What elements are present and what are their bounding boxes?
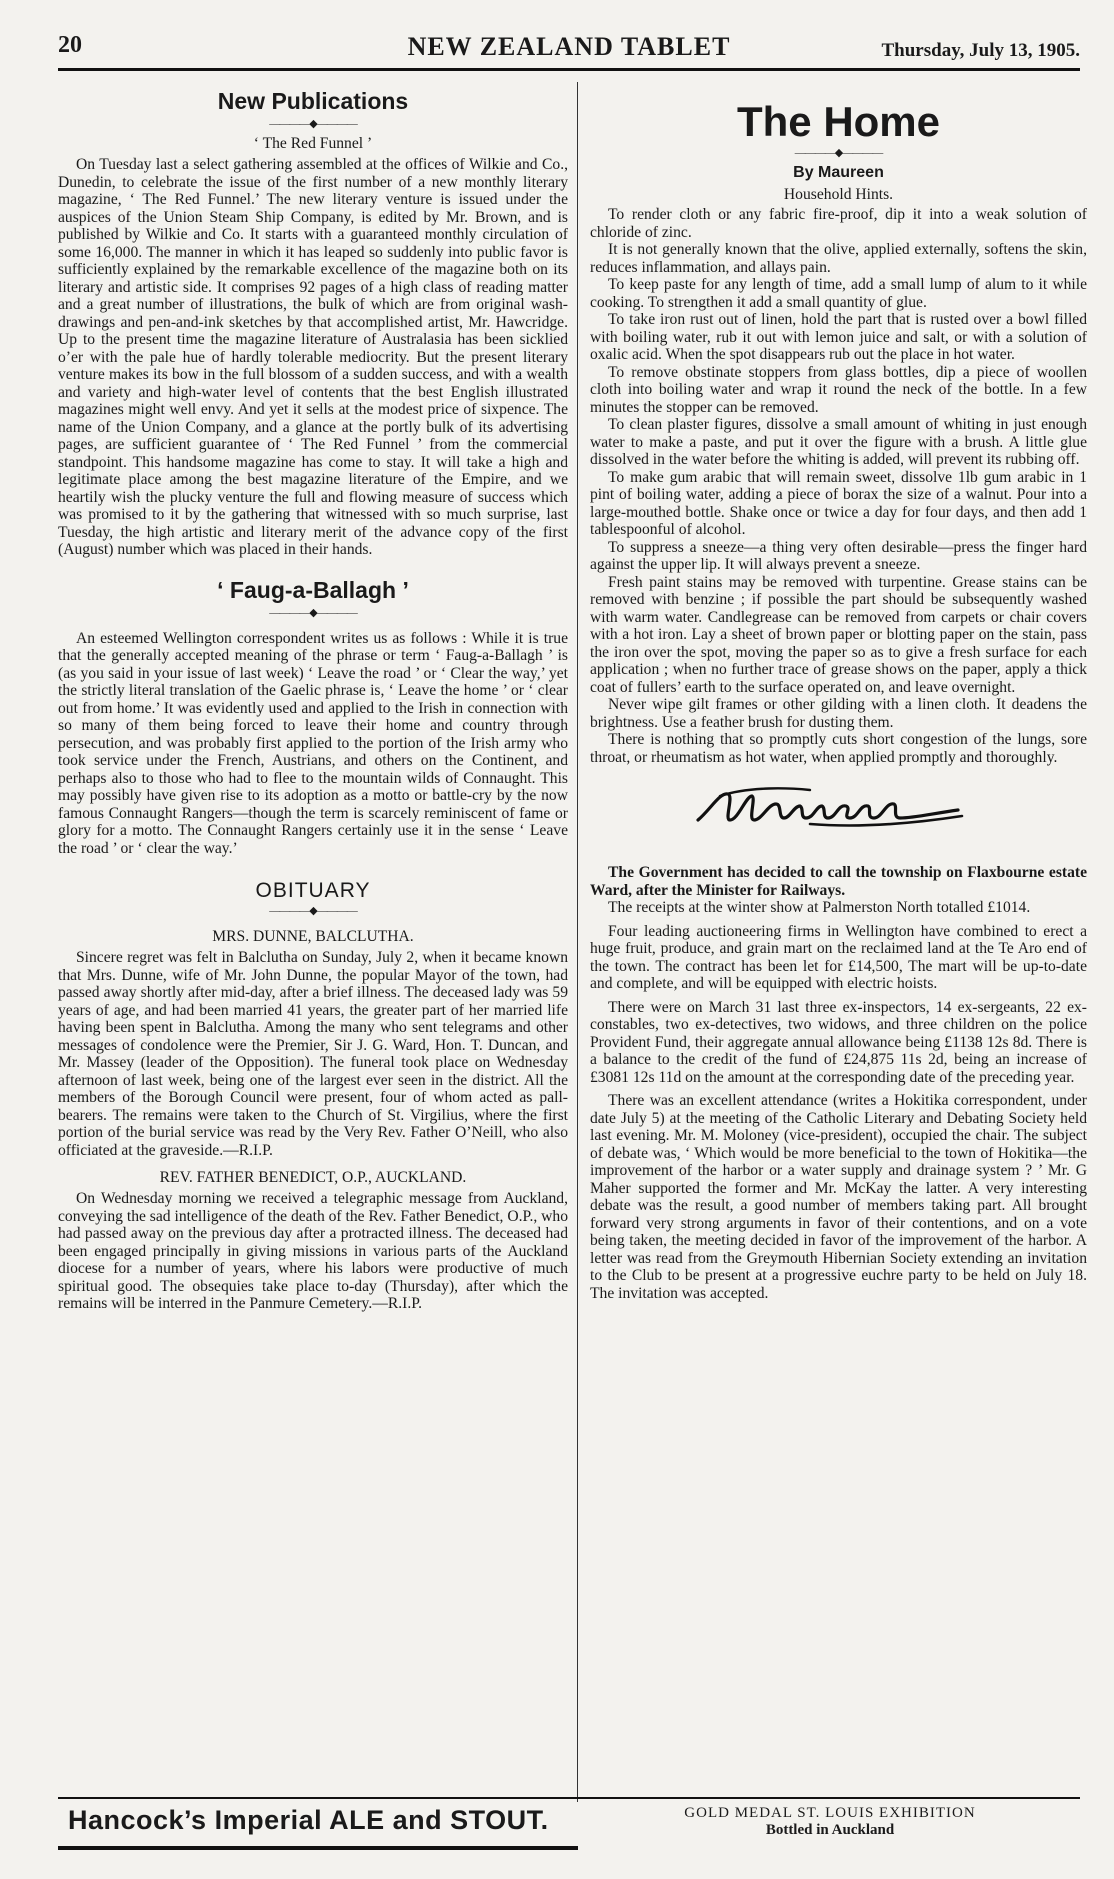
obituary-heading: OBITUARY xyxy=(255,879,371,902)
footer-rule xyxy=(58,1797,1080,1799)
maureen-signature xyxy=(590,780,1087,836)
hint-paragraph: To take iron rust out of linen, hold the part that is rusted over a bowl filled with boiling water, rub it out with lemon juice and salt, or with a solution of oxalic acid. When the spot disappears rub out the place in hot water. xyxy=(590,311,1087,363)
masthead xyxy=(58,30,1080,74)
ornament-divider: ————◆———— xyxy=(269,118,357,130)
hint-paragraph: To clean plaster figures, dissolve a small amount of whiting in just enough water to make a paste, and put it over the figure with a brush. A little glue dissolved in the water before the whiting is added, will prevent its rubbing off. xyxy=(590,416,1087,468)
ad-underline xyxy=(58,1846,578,1850)
byline: By Maureen xyxy=(793,164,884,181)
right-column xyxy=(590,82,1087,1302)
page-number: 20 xyxy=(58,32,82,58)
column-divider xyxy=(577,82,578,1802)
new-publications-heading: New Publications xyxy=(217,88,409,114)
hint-paragraph: Never wipe gilt frames or other gilding with a linen cloth. It deadens the brightness. Use a feather brush for dusting them. xyxy=(590,696,1087,731)
hint-paragraph: It is not generally known that the olive, applied externally, softens the skin, reduces inflammation, and allays pain. xyxy=(590,241,1087,276)
red-funnel-article: On Tuesday last a select gathering assembled at the offices of Wilkie and Co., Dunedin, to celebrate the issue of the first number of a new monthly literary magazine, ‘ The Red Funnel.’ The new literary venture is issued under the auspices of the Union Steam Ship Company, is edited by Mr. Brown, and is published by Wilkie and Co. It starts with a guaranteed monthly circulation of some 16,000. The manner in which it has leaped so suddenly into public favor is sufficiently explained by the remarkable excellence of the magazine both on its literary and artistic side. It comprises 92 pages of a high class of reading matter and a great number of illustrations, the bulk of which are from original wash-drawings and pen-and-ink sketches by that accomplished artist, Mr. Hawcridge. Up to the present time the magazine literature of Australasia has been sicklied o’er with the pale hue of hardly tolerable mediocrity. But the present literary venture makes its bow in the full blossom of a sudden success, and with a wealth and variety and high-water level of contents that the best English illustrated magazines might well envy. And yet it sells at the modest price of sixpence. The name of the Union Company, and a glance at the portly bulk of its advertising pages, are sufficient guarantee of ‘ The Red Funnel ’ from the commercial standpoint. This handsome magazine has come to stay. It will take a high and legitimate place among the best magazine literature of the Empire, and we heartily wish the plucky venture the full and flowing measure of success which was promised to it by the gathering that witnessed with so much surprise, last Tuesday, the high artistic and literary merit of the advance copy of the first (August) number which was placed in their hands. xyxy=(58,156,568,558)
home-heading: The Home xyxy=(736,98,941,145)
ornament-divider: ————◆———— xyxy=(269,905,357,917)
hint-paragraph: To remove obstinate stoppers from glass bottles, dip a piece of woollen cloth into boiling water and wrap it round the neck of the bottle. In a few minutes the stopper can be removed. xyxy=(590,363,1087,416)
faugh-heading: ‘ Faug-a-Ballagh ’ xyxy=(217,576,409,603)
hint-paragraph: Fresh paint stains may be removed with turpentine. Grease stains can be removed with benzine ; if possible the part should be subsequently washed with warm water. Candlegrease can be removed from carpets or chair covers with a hot iron. Lay a sheet of brown paper or blotting paper on the stain, pass the iron over the spot, moving the paper so as to give a fresh surface for each application ; when no further trace of grease shows on the paper, apply a thick coat of fullers’ earth to the surface operated on, and leave overnight. xyxy=(590,573,1087,696)
news-note: The receipts at the winter show at Palmerston North totalled £1014. xyxy=(608,899,1031,916)
hint-paragraph: To render cloth or any fabric fire-proof, dip it into a weak solution of chloride of zinc. xyxy=(590,206,1087,241)
left-column xyxy=(58,82,568,1313)
news-note: Four leading auctioneering firms in Wellington have combined to erect a huge fruit, produce, and grain mart on the reclaimed land at the Te Aro end of the town. The contract has been let for £14,500, The mart will be up-to-date and complete, and will be equipped with electric hoists. xyxy=(590,922,1087,992)
benedict-obituary: On Wednesday morning we received a telegraphic message from Auckland, conveying the sad intelligence of the death of the Rev. Father Benedict, O.P., who had passed away on the previous day after a protracted illness. The deceased had been engaged principally in giving missions in various parts of the Auckland diocese for a number of years, where his labors were productive of much spiritual good. The obsequies take place to-day (Thursday), after which the remains will be interred in the Panmure Cemetery.—R.I.P. xyxy=(58,1190,568,1312)
hint-paragraph: To keep paste for any length of time, add a small lump of alum to it while cooking. To strengthen it add a small quantity of glue. xyxy=(590,276,1087,311)
issue-date: Thursday, July 13, 1905. xyxy=(881,40,1080,61)
household-hints-subheading: Household Hints. xyxy=(783,186,894,203)
gold-medal-ad xyxy=(620,1805,1040,1839)
dunne-obituary: Sincere regret was felt in Balclutha on Sunday, July 2, when it became known that Mrs. Dunne, wife of Mr. John Dunne, the popular Mayor of the town, had passed away shortly after mid-day, after a brief illness. The deceased lady was 59 years of age, and had been married 41 years, the greater part of her married life having been spent in Balclutha. Among the many who sent telegrams and other messages of condolence were the Premier, Sir J. G. Ward, Hon. T. Duncan, and Mr. Massey (leader of the Opposition). The funeral took place on Wednesday afternoon of last week, being one of the largest ever seen in the district. All the members of the Borough Council were present, four of whom acted as pall-bearers. The remains were taken to the Church of St. Virgilius, where the first portion of the burial service was read by the Very Rev. Father O’Neill, who also officiated at the graveside.—R.I.P. xyxy=(58,949,568,1159)
masthead-rule xyxy=(58,68,1080,71)
red-funnel-subtitle: ‘ The Red Funnel ’ xyxy=(253,135,373,152)
faugh-article: An esteemed Wellington correspondent writes us as follows : While it is true that the generally accepted meaning of the phrase or term ‘ Faug-a-Ballagh ’ is (as you said in your issue of last week) ‘ Leave the road ’ or ‘ Clear the way,’ yet the strictly literal translation of the Gaelic phrase is, ‘ Leave the home ’ or ‘ clear out from home.’ It was evidently used and applied to the Irish in connection with so many of them being forced to leave their home and country through persecution, and was probably first applied to the portion of the Irish army who took service under the French, Austrians, and others on the Continent, and perhaps also to those who had to flee to the mountain wilds of Connaught. This may possibly have given rise to its adoption as a motto or battle-cry by the now famous Connaught Rangers—though the term is scarcely reminiscent of fame or glory for a motto. The Connaught Rangers certainly use it in the sense ‘ Leave the road ’ or ‘ clear the way.’ xyxy=(58,629,568,857)
hint-paragraph: To make gum arabic that will remain sweet, dissolve 1lb gum arabic in 1 pint of boiling water, adding a piece of borax the size of a walnut. Pour into a large-mouthed bottle. Shake once or twice a day for four days, and then add 1 tablespoonful of alcohol. xyxy=(590,468,1087,538)
newspaper-title: NEW ZEALAND TABLET xyxy=(407,32,731,61)
news-note: There was an excellent attendance (writes a Hokitika correspondent, under date July 5) at the meeting of the Catholic Literary and Debating Society held last evening. Mr. M. Moloney (vice-president), occupied the chair. The subject of debate was, ‘ Which would be more beneficial to the town of Hokitika—the improvement of the harbor or a water supply and drainage system ? ’ Mr. G Maher supported the former and Mr. McKay the latter. A very interesting debate was the result, a good number of members taking part. All brought forward very strong arguments in favor of their contentions, and on a vote being taken, the meeting decided in favor of the improvement of the harbor. A letter was read from the Greymouth Hibernian Society extending an invitation to the Club to be present at a progressive euchre party to be held on July 18. The invitation was accepted. xyxy=(590,1092,1087,1302)
dunne-title: MRS. DUNNE, BALCLUTHA. xyxy=(212,928,414,945)
ornament-divider: ————◆———— xyxy=(794,147,883,159)
gold-medal-line: GOLD MEDAL ST. LOUIS EXHIBITION xyxy=(684,1805,976,1821)
hancocks-ad: Hancock’s Imperial ALE and STOUT. xyxy=(68,1805,549,1835)
bottled-line: Bottled in Auckland xyxy=(765,1822,895,1838)
signature-image xyxy=(690,780,970,836)
news-note: There were on March 31 last three ex-inspectors, 14 ex-sergeants, 22 ex-constables, two ex-detectives, two widows, and three children on the police Provident Fund, their aggregate annual allowance being £1138 12s 8d. There is a balance to the credit of the fund of £24,875 11s 2d, being an increase of £3081 12s 11d on the amount at the corresponding date of the preceding year. xyxy=(590,998,1087,1086)
ornament-divider: ————◆———— xyxy=(269,606,357,619)
benedict-title: REV. FATHER BENEDICT, O.P., AUCKLAND. xyxy=(159,1169,467,1186)
hint-paragraph: There is nothing that so promptly cuts short congestion of the lungs, sore throat, or rheumatism as hot water, when applied promptly and thoroughly. xyxy=(590,731,1087,766)
news-note: The Government has decided to call the township on Flaxbourne estate Ward, after the Minister for Railways. xyxy=(590,864,1087,899)
hint-paragraph: To suppress a sneeze—a thing very often desirable—press the finger hard against the upper lip. It will always prevent a sneeze. xyxy=(590,538,1087,573)
